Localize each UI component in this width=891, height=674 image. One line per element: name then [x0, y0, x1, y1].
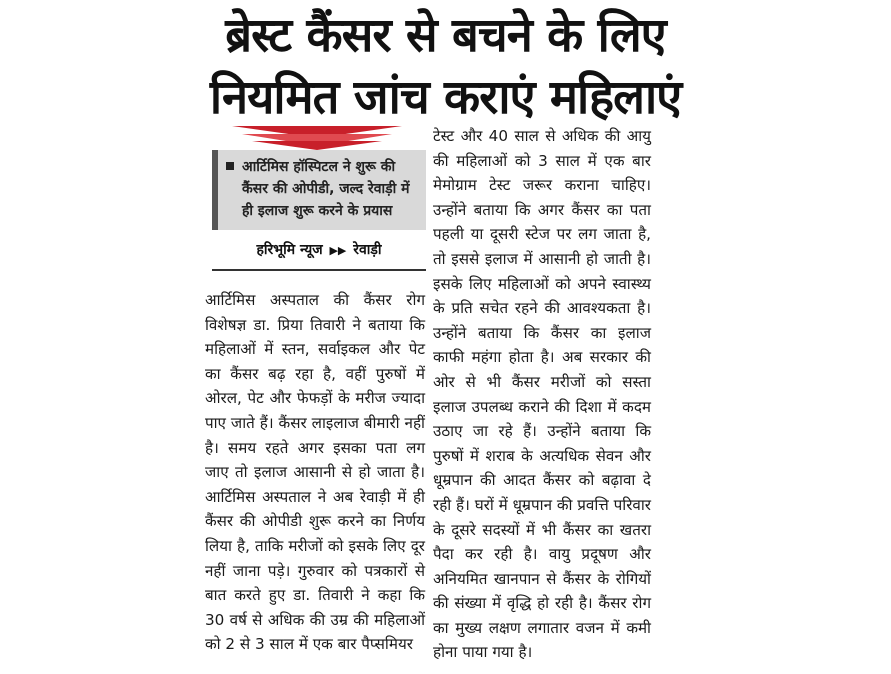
subdeck-text: आर्टिमिस हॉस्पिटल ने शुरू की कैंसर की ओपीडी, जल्द रेवाड़ी में ही इलाज शुरू करने के प्रयास	[242, 159, 410, 219]
subdeck-box	[212, 150, 426, 230]
article-column-left	[205, 288, 425, 657]
dateline-rule	[212, 269, 426, 271]
dateline	[212, 240, 426, 259]
headline-line-2: नियमित जांच कराएं महिलाएं	[209, 70, 682, 125]
article-column-right	[433, 124, 651, 665]
dateline-source: हरिभूमि न्यूज	[256, 242, 323, 258]
bullet-square-icon	[226, 162, 234, 170]
dateline-arrows-icon: ▶▶	[329, 244, 347, 257]
article-body-right: टेस्ट और 40 साल से अधिक की आयु की महिलाओं को 3 साल में एक बार मेमोग्राम टेस्ट जरूर कराना चाहिए। उन्होंने बताया कि अगर कैंसर का पता पहली या दूसरी स्टेज पर लग जाता है, तो इससे इलाज में आसानी हो जाती है। इसके लिए महिलाओं को अपने स्वास्थ्य के प्रति सचेत रहने की आवश्यकता है। उन्होंने बताया कि कैंसर का इलाज काफी महंगा होता है। अब सरकार की ओर से भी कैंसर मरीजों को सस्ता इलाज उपलब्ध कराने की दिशा में कदम उठाए जा रहे हैं। उन्होंने बताया कि पुरुषों में शराब के अत्यधिक सेवन और धूम्रपान की आदत कैंसर को बढ़ावा दे रही हैं। घरों में धूम्रपान की प्रवत्ति परिवार के दूसरे सदस्यों में भी कैंसर का खतरा पैदा कर रही है। वायु प्रदूषण और अनियमित खानपान से कैंसर के रोगियों की संख्या में वृद्धि हो रही है। कैंसर रोग का मुख्य लक्षण लगातार वजन में कमी होना पाया गया है।	[433, 127, 651, 662]
chevron-decoration-icon	[212, 124, 422, 150]
article-body-left: आर्टिमिस अस्पताल की कैंसर रोग विशेषज्ञ डा. प्रिया तिवारी ने बताया कि महिलाओं में स्तन, सर्वाइकल और पेट का कैंसर बढ़ रहा है, वहीं पुरुषों में ओरल, पेट और फेफड़ों के मरीज ज्यादा पाए जाते हैं। कैंसर लाइलाज बीमारी नहीं है। समय रहते अगर इसका पता लग जाए तो इलाज आसानी से हो जाता है। आर्टिमिस अस्पताल ने अब रेवाड़ी में ही कैंसर की ओपीडी शुरू करने का निर्णय लिया है, ताकि मरीजों को इसके लिए दूर नहीं जाना पड़े। गुरुवार को पत्रकारों से बात करते हुए डा. तिवारी ने कहा कि 30 वर्ष से अधिक की उम्र की महिलाओं को 2 से 3 साल में एक बार पैप्समियर	[205, 291, 425, 654]
headline-line-1: ब्रेस्ट कैंसर से बचने के लिए	[225, 8, 666, 63]
dateline-place: रेवाड़ी	[353, 242, 382, 258]
